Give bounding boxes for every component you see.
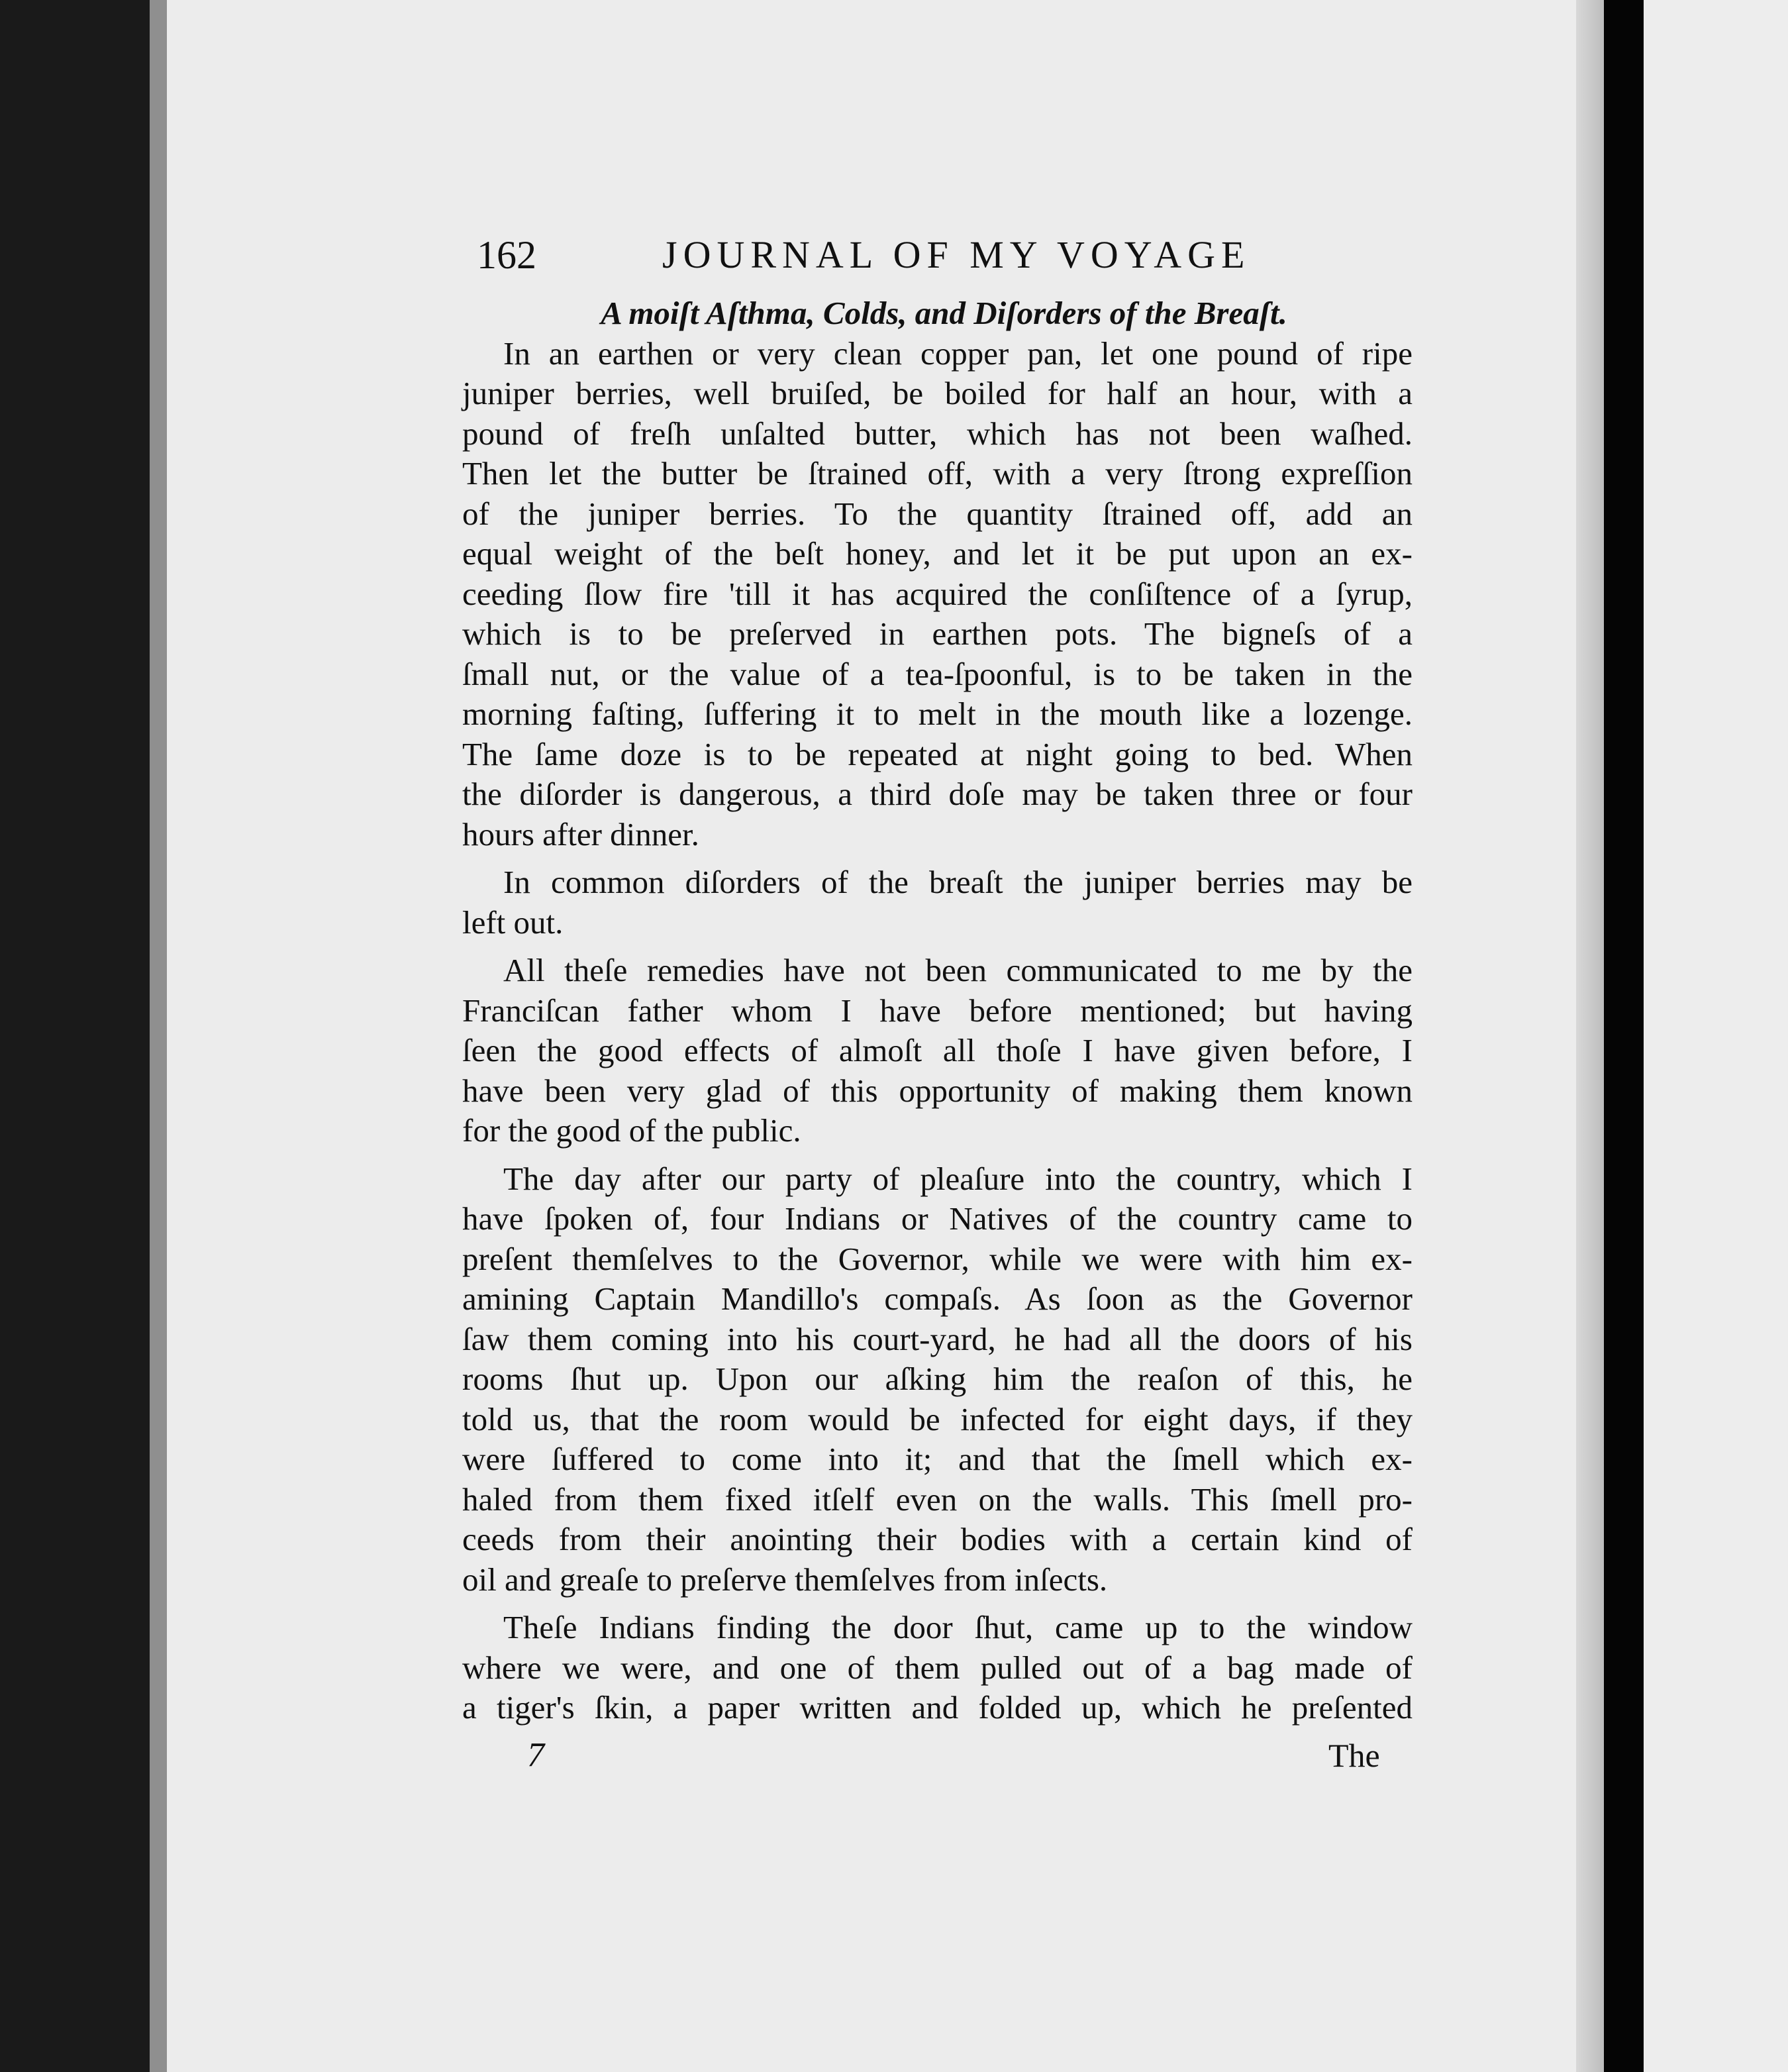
- text-line: told us, that the room would be infected for eight days, if they: [462, 1400, 1413, 1437]
- catchword: The: [1328, 1737, 1380, 1774]
- text-line: the diſorder is dangerous, a third doſe may be taken three or four: [462, 776, 1413, 812]
- body-text: [462, 293, 1413, 1728]
- text-line: left out.: [462, 904, 564, 941]
- text-line: ceeding ſlow fire 'till it has acquired the conſiſtence of a ſyrup,: [462, 575, 1413, 612]
- paragraph: [462, 1608, 1413, 1728]
- text-line: which is to be preſerved in earthen pots. The bigneſs of a: [462, 615, 1413, 652]
- text-line: have been very glad of this opportunity of making them known: [462, 1072, 1413, 1109]
- text-line: In common diſorders of the breaſt the juniper berries may be: [503, 864, 1413, 900]
- text-line: ſaw them coming into his court-yard, he had all the doors of his: [462, 1320, 1413, 1357]
- text-line: equal weight of the beſt honey, and let it be put upon an ex-: [462, 535, 1413, 572]
- text-line: All theſe remedies have not been communicated to me by the: [503, 952, 1413, 988]
- text-line: of the juniper berries. To the quantity ſtrained off, add an: [462, 495, 1413, 532]
- paragraph: [462, 862, 1413, 943]
- text-line: Then let the butter be ſtrained off, with a very ſtrong expreſſion: [462, 455, 1413, 492]
- text-line: have ſpoken of, four Indians or Natives of the country came to: [462, 1200, 1413, 1237]
- paragraph-gap: [462, 1151, 1413, 1159]
- text-line: pound of freſh unſalted butter, which has not been waſhed.: [462, 415, 1413, 452]
- section-heading: A moiſt Aſthma, Colds, and Diſorders of the Breaſt.: [601, 295, 1287, 331]
- text-line: In an earthen or very clean copper pan, let one pound of ripe: [503, 335, 1413, 372]
- text-line: hours after dinner.: [462, 815, 699, 853]
- text-line: morning faſting, ſuffering it to melt in the mouth like a lozenge.: [462, 696, 1413, 732]
- page-gutter-shadow: [1576, 0, 1604, 2072]
- text-line: Franciſcan father whom I have before mentioned; but having: [462, 992, 1413, 1029]
- text-line: where we were, and one of them pulled out of a bag made of: [462, 1649, 1413, 1686]
- text-line: The day after our party of pleaſure into the country, which I: [503, 1160, 1413, 1197]
- text-line: juniper berries, well bruiſed, be boiled for half an hour, with a: [462, 375, 1413, 411]
- page-gutter: [1604, 0, 1644, 2072]
- text-line: ſeen the good effects of almoſt all thoſe I have given before, I: [462, 1032, 1413, 1068]
- text-line: ſmall nut, or the value of a tea-ſpoonful, is to be taken in the: [462, 655, 1413, 692]
- text-line: The ſame doze is to be repeated at night going to bed. When: [462, 735, 1413, 772]
- text-line: rooms ſhut up. Upon our aſking him the reaſon of this, he: [462, 1361, 1413, 1397]
- text-line: preſent themſelves to the Governor, while we were with him ex-: [462, 1240, 1413, 1277]
- paragraph: [462, 1159, 1413, 1600]
- paragraph-gap: [462, 1600, 1413, 1608]
- paragraph-list: [462, 334, 1413, 1728]
- paragraph-gap: [462, 943, 1413, 951]
- paragraph-gap: [462, 855, 1413, 862]
- text-line: a tiger's ſkin, a paper written and folded up, which he preſented: [462, 1689, 1413, 1726]
- running-head: [477, 225, 1404, 285]
- text-line: haled from them fixed itſelf even on the walls. This ſmell pro-: [462, 1480, 1413, 1518]
- signature-mark: 7: [527, 1736, 544, 1774]
- paragraph: [462, 951, 1413, 1151]
- page-number: 162: [477, 233, 536, 277]
- text-line: ceeds from their anointing their bodies with a certain kind of: [462, 1521, 1413, 1557]
- text-line: were ſuffered to come into it; and that the ſmell which ex-: [462, 1441, 1413, 1477]
- scan-left-margin: [0, 0, 150, 2072]
- paragraph: [462, 334, 1413, 855]
- text-line: oil and greaſe to preſerve themſelves from inſects.: [462, 1561, 1108, 1598]
- text-line: Theſe Indians finding the door ſhut, came up to the window: [503, 1609, 1413, 1645]
- facing-page-edge: [1644, 0, 1788, 2072]
- text-line: for the good of the public.: [462, 1112, 801, 1149]
- text-line: amining Captain Mandillo's compaſs. As ſoon as the Governor: [462, 1280, 1413, 1317]
- running-title: JOURNAL OF MY VOYAGE: [662, 233, 1251, 276]
